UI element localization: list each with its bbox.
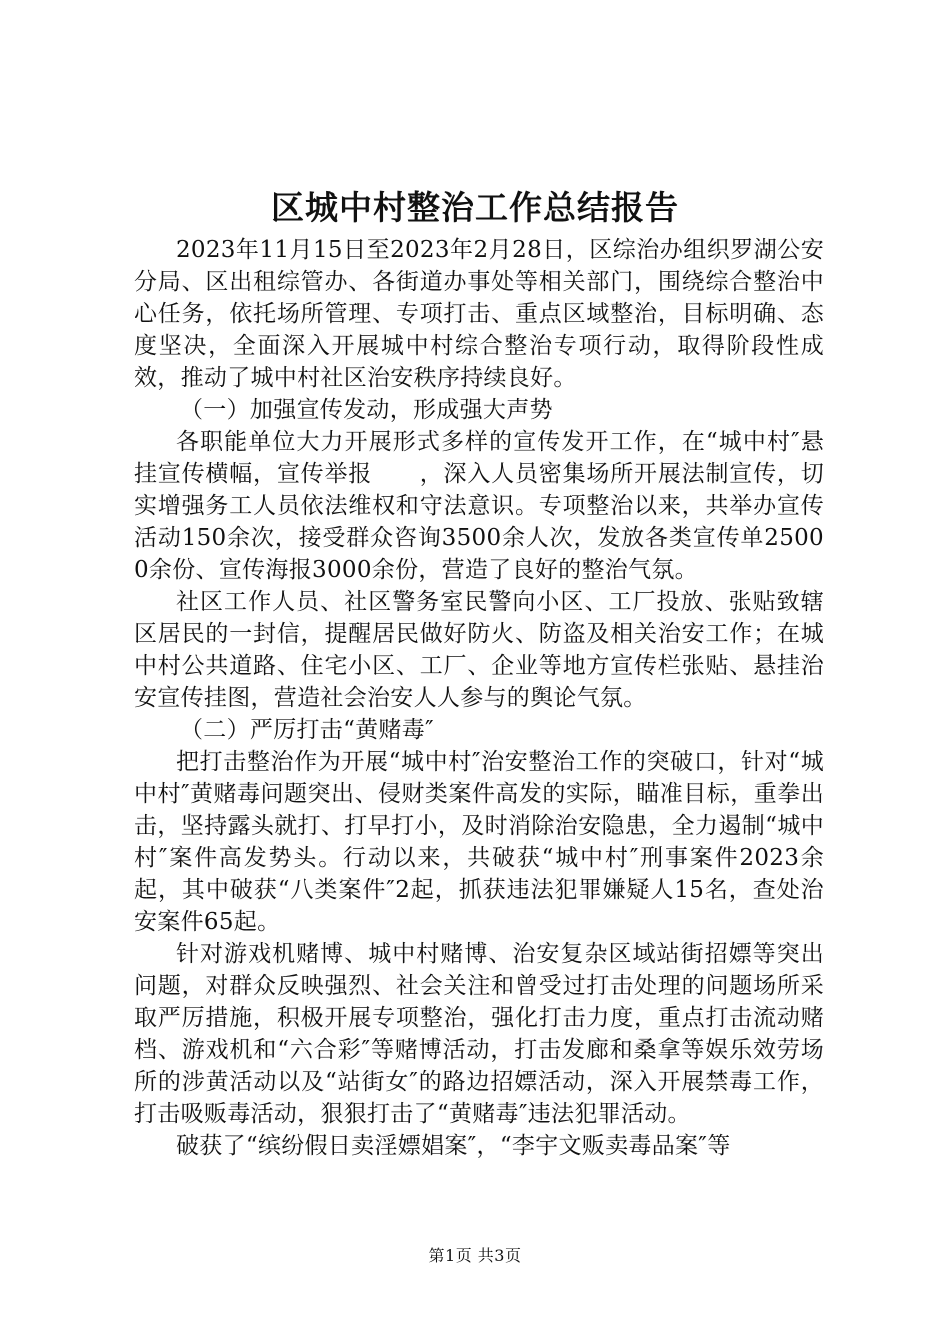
page-footer: 第1页 共3页	[428, 1246, 522, 1265]
section-heading-2: （二）严厉打击“黄赌毒″	[180, 717, 434, 743]
paragraph-gambling: 针对游戏机赌博、城中村赌博、治安复杂区域站街招嫖等突出问题，对群众反映强烈、社会关注和曾受过打击处理的问题场所采取严厉措施，积极开展专项整治，强化打击力度，重点打击流动赌档、游戏机和“六合彩″等赌博活动，打击发廊和桑拿等娱乐效劳场所的涉黄活动以及“站街女″的路边招嫖活动，深入开展禁毒工作，打击吸贩毒活动，狠狠打击了“黄赌毒″违法犯罪活动。	[134, 941, 824, 1127]
paragraph-cases: 破获了“缤纷假日卖淫嫖娼案″，“李宇文贩卖毒品案″等	[176, 1133, 731, 1159]
paragraph-community: 社区工作人员、社区警务室民警向小区、工厂投放、张贴致辖区居民的一封信，提醒居民做好防火、防盗及相关治安工作；在城中村公共道路、住宅小区、工厂、企业等地方宣传栏张贴、悬挂治安宣传挂图，营造社会治安人人参与的舆论气氛。	[134, 589, 824, 711]
paragraph-crackdown: 把打击整治作为开展“城中村″治安整治工作的突破口，针对“城中村″黄赌毒问题突出、侵财类案件高发的实际，瞄准目标，重拳出击，坚持露头就打、打早打小，及时消除治安隐患，全力遏制“城中村″案件高发势头。行动以来，共破获“城中村″刑事案件2023余起，其中破获“八类案件″2起，抓获违法犯罪嫌疑人15名，查处治安案件65起。	[134, 749, 824, 935]
paragraph-intro: 2023年11月15日至2023年2月28日，区综治办组织罗湖公安分局、区出租综管办、各街道办事处等相关部门，围绕综合整治中心任务，依托场所管理、专项打击、重点区域整治，目标明确、态度坚决，全面深入开展城中村综合整治专项行动，取得阶段性成效，推动了城中村社区治安秩序持续良好。	[134, 237, 824, 391]
document-title: 区城中村整治工作总结报告	[271, 188, 679, 227]
document-body	[134, 234, 824, 1162]
paragraph-publicity: 各职能单位大力开展形式多样的宣传发开工作，在“城中村″悬挂宣传横幅，宣传举报 ，深入人员密集场所开展法制宣传，切实增强务工人员依法维权和守法意识。专项整治以来，共举办宣传活动150余次，接受群众咨询3500余人次，发放各类宣传单25000余份、宣传海报3000余份，营造了良好的整治气氛。	[134, 429, 824, 583]
section-heading-1: （一）加强宣传发动，形成强大声势	[180, 397, 553, 423]
